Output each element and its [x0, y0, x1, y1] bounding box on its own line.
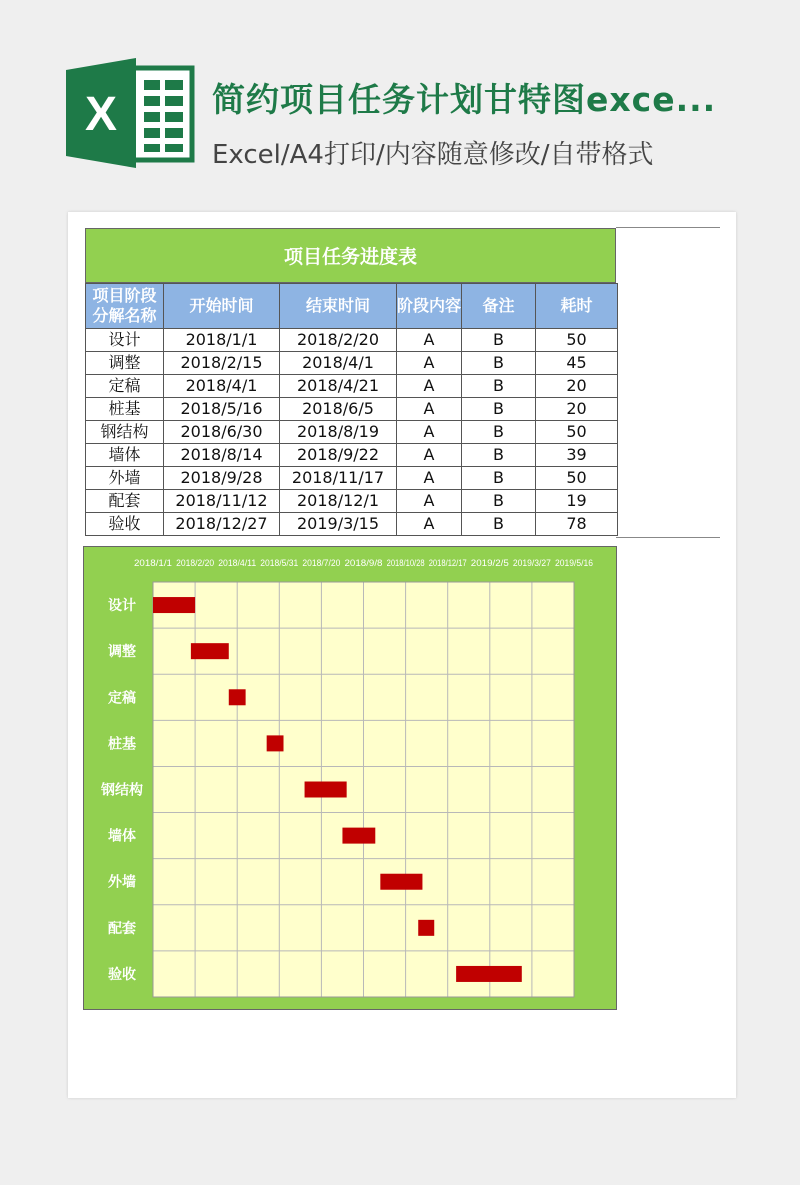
sheet-gridline	[616, 537, 720, 538]
table-cell: A	[397, 467, 462, 490]
page-title: 简约项目任务计划甘特图exce...	[212, 80, 717, 119]
table-cell: B	[462, 421, 536, 444]
x-tick-label: 2018/2/20	[176, 558, 215, 568]
category-label: 钢结构	[101, 782, 143, 799]
x-tick-label: 2019/3/27	[512, 558, 551, 568]
gantt-bar	[191, 643, 229, 659]
column-header: 阶段内容	[397, 284, 462, 329]
table-cell: A	[397, 329, 462, 352]
category-label: 墙体	[108, 828, 136, 845]
table-cell: 2018/8/14	[164, 444, 280, 467]
table-cell: 2018/4/1	[164, 375, 280, 398]
gantt-bar	[153, 597, 195, 613]
table-cell: 39	[536, 444, 618, 467]
table-row	[86, 375, 618, 398]
table-cell: 2018/1/1	[164, 329, 280, 352]
table-cell: A	[397, 352, 462, 375]
table-cell: 外墙	[86, 467, 164, 490]
table-cell: 50	[536, 329, 618, 352]
table-cell: 2018/4/1	[280, 352, 397, 375]
x-tick-label: 2018/1/1	[134, 558, 172, 568]
table-cell: 2018/2/20	[280, 329, 397, 352]
table-cell: 桩基	[86, 398, 164, 421]
gantt-bar	[305, 782, 347, 798]
category-label: 外墙	[108, 874, 136, 891]
table-cell: 78	[536, 513, 618, 536]
gantt-bar	[267, 735, 284, 751]
table-cell: B	[462, 329, 536, 352]
table-row	[86, 467, 618, 490]
gantt-bar	[380, 874, 422, 890]
table-row	[86, 490, 618, 513]
table-cell: B	[462, 467, 536, 490]
table-cell: 调整	[86, 352, 164, 375]
table-cell: 2018/12/1	[280, 490, 397, 513]
x-tick-label: 2018/12/17	[428, 558, 467, 568]
table-cell: B	[462, 375, 536, 398]
category-label: 定稿	[108, 690, 136, 707]
table-cell: 2018/5/16	[164, 398, 280, 421]
table-cell: 50	[536, 421, 618, 444]
table-cell: 2018/12/27	[164, 513, 280, 536]
category-label: 设计	[108, 598, 136, 615]
logo-letter: X	[84, 88, 118, 141]
table-row	[86, 329, 618, 352]
table-header-row	[86, 284, 618, 329]
table-cell: 20	[536, 375, 618, 398]
table-cell: 钢结构	[86, 421, 164, 444]
table-cell: A	[397, 421, 462, 444]
column-header: 备注	[462, 284, 536, 329]
table-cell: 2018/4/21	[280, 375, 397, 398]
table-cell: 设计	[86, 329, 164, 352]
table-body	[86, 329, 618, 536]
table-cell: A	[397, 398, 462, 421]
x-tick-label: 2019/2/5	[470, 558, 509, 568]
table-cell: A	[397, 444, 462, 467]
sheet-gridline	[616, 227, 720, 228]
gantt-bar	[342, 828, 375, 844]
column-header: 耗时	[536, 284, 618, 329]
gantt-svg	[84, 547, 616, 1009]
x-tick-label: 2018/7/20	[302, 558, 341, 568]
table-cell: B	[462, 352, 536, 375]
table-cell: A	[397, 490, 462, 513]
category-label: 配套	[108, 920, 136, 937]
table-cell: B	[462, 490, 536, 513]
table-cell: 50	[536, 467, 618, 490]
gantt-bar	[456, 966, 522, 982]
column-header: 开始时间	[164, 284, 280, 329]
table-cell: 2018/6/30	[164, 421, 280, 444]
table-cell: 2018/2/15	[164, 352, 280, 375]
table-row	[86, 513, 618, 536]
gantt-bar	[229, 689, 246, 705]
gantt-chart	[83, 546, 617, 1010]
x-tick-label: 2019/5/16	[555, 558, 593, 568]
table-cell: A	[397, 375, 462, 398]
table-cell: 2018/11/12	[164, 490, 280, 513]
page-header	[0, 0, 800, 200]
table-row	[86, 352, 618, 375]
table-cell: 45	[536, 352, 618, 375]
progress-table	[85, 283, 618, 536]
excel-icon	[66, 58, 196, 168]
table-cell: 验收	[86, 513, 164, 536]
table-cell: 2018/8/19	[280, 421, 397, 444]
table-cell: 配套	[86, 490, 164, 513]
table-cell: 2018/9/28	[164, 467, 280, 490]
table-cell: A	[397, 513, 462, 536]
table-cell: 2018/9/22	[280, 444, 397, 467]
table-cell: 19	[536, 490, 618, 513]
x-tick-label: 2018/9/8	[344, 558, 383, 568]
table-cell: 2018/11/17	[280, 467, 397, 490]
table-row	[86, 421, 618, 444]
table-cell: 20	[536, 398, 618, 421]
table-cell: 2019/3/15	[280, 513, 397, 536]
gantt-bar	[418, 920, 434, 936]
x-tick-label: 2018/5/31	[260, 558, 299, 568]
table-cell: B	[462, 513, 536, 536]
table-cell: B	[462, 444, 536, 467]
table-cell: 2018/6/5	[280, 398, 397, 421]
category-label: 调整	[108, 644, 136, 661]
column-header: 结束时间	[280, 284, 397, 329]
x-tick-label: 2018/4/11	[218, 558, 257, 568]
x-tick-label: 2018/10/28	[386, 558, 425, 568]
page-subtitle: Excel/A4打印/内容随意修改/自带格式	[212, 140, 654, 170]
table-row	[86, 444, 618, 467]
category-label: 桩基	[108, 736, 136, 753]
table-cell: 定稿	[86, 375, 164, 398]
table-cell: B	[462, 398, 536, 421]
category-label: 验收	[108, 966, 136, 983]
table-title: 项目任务进度表	[85, 228, 616, 283]
column-header: 项目阶段分解名称	[86, 284, 164, 329]
table-row	[86, 398, 618, 421]
table-cell: 墙体	[86, 444, 164, 467]
